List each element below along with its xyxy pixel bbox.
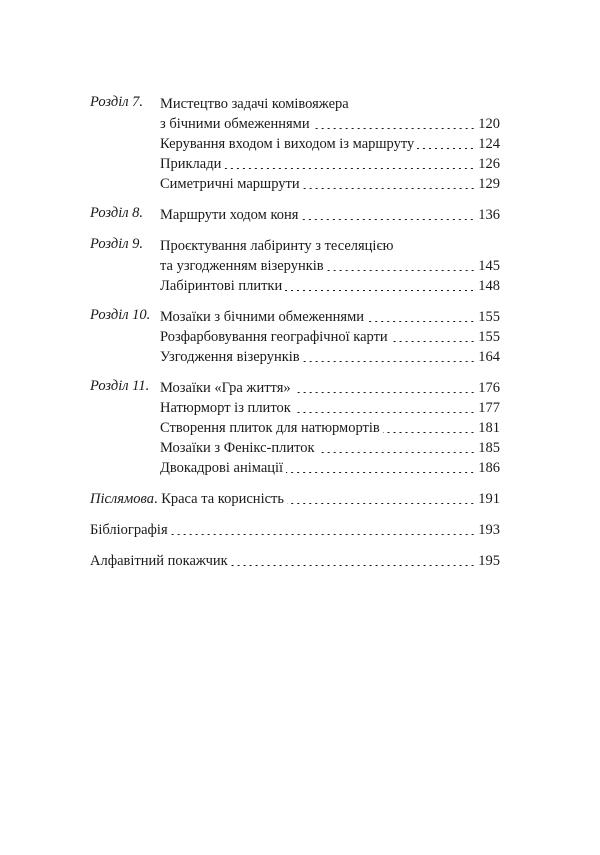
toc-entry[interactable] [160, 174, 500, 194]
toc-entry[interactable] [160, 134, 500, 154]
chapter-label: Розділ 7. [90, 94, 144, 110]
toc-entry-index[interactable] [90, 551, 500, 571]
dot-leader [313, 128, 476, 129]
dot-leader [383, 432, 475, 433]
dot-leader [391, 341, 476, 342]
page-number: 195 [478, 553, 500, 569]
chapter-11 [90, 378, 500, 478]
afterword-label: Післямова [90, 491, 154, 507]
toc-entry-title: Мозаїки «Гра життя» [160, 380, 291, 396]
page-number: 129 [478, 176, 500, 192]
toc-entry-title: Створення плиток для натюрмортів [160, 420, 380, 436]
toc-entry-title: Узгодження візерунків [160, 349, 300, 365]
dot-leader [171, 534, 476, 535]
toc-entry-title[interactable]: Проєктування лабіринту з теселяцією [160, 238, 394, 254]
toc-entry[interactable] [160, 458, 500, 478]
dot-leader [294, 412, 475, 413]
toc-entry[interactable] [160, 256, 500, 276]
dot-leader [327, 270, 476, 271]
toc-entry-title: Мозаїки з бічними обмеженнями [160, 309, 365, 325]
toc-entry[interactable] [160, 307, 500, 327]
dot-leader [287, 503, 475, 504]
page-number: 136 [478, 207, 500, 223]
dot-leader [231, 565, 476, 566]
page-number: 185 [478, 440, 500, 456]
toc-entry[interactable] [160, 276, 500, 296]
page-number: 145 [478, 258, 500, 274]
toc-entry-title: з бічними обмеженнями [160, 116, 310, 132]
dot-leader [303, 361, 476, 362]
toc-entry[interactable] [160, 327, 500, 347]
toc-entry-afterword[interactable] [90, 489, 500, 509]
toc-entry-bibliography[interactable] [90, 520, 500, 540]
toc-entry-title: Симетричні маршрути [160, 176, 300, 192]
page-number: 181 [478, 420, 500, 436]
toc-entry-title: Лабіринтові плитки [160, 278, 283, 294]
toc-entry-title[interactable]: Мистецтво задачі комівояжера [160, 96, 349, 112]
dot-leader [318, 452, 476, 453]
chapter-10 [90, 307, 500, 367]
page-number: 126 [478, 156, 500, 172]
toc-entry[interactable] [160, 398, 500, 418]
chapter-7 [90, 94, 500, 194]
dot-leader [303, 188, 476, 189]
chapter-label: Розділ 9. [90, 236, 144, 252]
toc-entry-title: та узгодженням візерунків [160, 258, 324, 274]
page-number: 177 [478, 400, 500, 416]
toc-entry[interactable] [160, 114, 500, 134]
page-number: 186 [478, 460, 500, 476]
table-of-contents [90, 94, 500, 571]
toc-entry[interactable] [160, 378, 500, 398]
chapter-8 [90, 205, 500, 225]
page-number: 155 [478, 329, 500, 345]
page-number: 193 [478, 522, 500, 538]
toc-entry[interactable] [160, 205, 500, 225]
page-number: 120 [478, 116, 500, 132]
toc-entry[interactable] [160, 347, 500, 367]
page-number: 148 [478, 278, 500, 294]
dot-leader [224, 168, 475, 169]
chapter-label: Розділ 11. [90, 378, 150, 394]
toc-entry[interactable] [160, 154, 500, 174]
toc-entry-title: Розфарбовування географічної карти [160, 329, 388, 345]
toc-entry-title: Двокадрові анімації [160, 460, 284, 476]
toc-entry-title: Керування входом і виходом із маршруту [160, 136, 415, 152]
dot-leader [294, 392, 476, 393]
index-title: Алфавітний покажчик [90, 553, 228, 569]
toc-entry-title: Приклади [160, 156, 222, 172]
dot-leader [417, 148, 475, 149]
toc-entry[interactable] [160, 418, 500, 438]
page-number: 176 [478, 380, 500, 396]
dot-leader [285, 290, 475, 291]
page-number: 124 [478, 136, 500, 152]
dot-leader [367, 321, 475, 322]
chapter-label: Розділ 10. [90, 307, 151, 323]
page-number: 155 [478, 309, 500, 325]
afterword-title: . Краса та корисність [153, 491, 284, 507]
page-number: 164 [478, 349, 500, 365]
bibliography-title: Бібліографія [90, 522, 168, 538]
toc-entry-title: Мозаїки з Фенікс-плиток [160, 440, 315, 456]
page-number: 191 [478, 491, 500, 507]
chapter-9 [90, 236, 500, 296]
dot-leader [301, 219, 475, 220]
dot-leader [286, 472, 475, 473]
toc-entry[interactable] [160, 438, 500, 458]
toc-entry-title: Натюрморт із плиток [160, 400, 291, 416]
toc-entry-title: Маршрути ходом коня [160, 207, 299, 223]
chapter-label: Розділ 8. [90, 205, 144, 221]
